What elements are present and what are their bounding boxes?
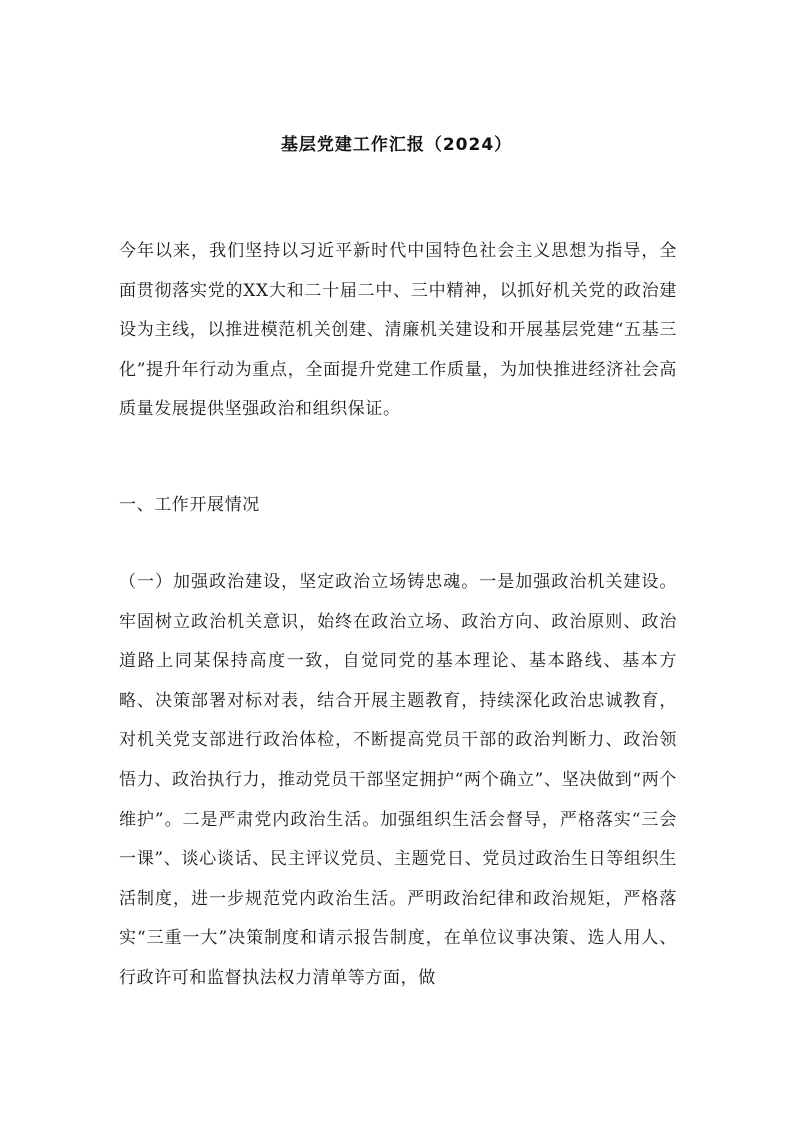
body-paragraph: （一）加强政治建设，坚定政治立场铸忠魂。一是加强政治机关建设。牢固树立政治机关意识，始终在政治立场、政治方向、政治原则、政治道路上同某保持高度一致，自觉同党的基本理论、基本路线、基本方略、决策部署对标对表，结合开展主题教育，持续深化政治忠诚教育，对机关党支部进行政治体检，不断提高党员干部的政治判断力、政治领悟力、政治执行力，推动党员干部坚定拥护“两个确立”、坚决做到“两个维护”。二是严肃党内政治生活。加强组织生活会督导，严格落实“三会一课”、谈心谈话、民主评议党员、主题党日、党员过政治生日等组织生活制度，进一步规范党内政治生活。严明政治纪律和政治规矩，严格落实“三重一大”决策制度和请示报告制度，在单位议事决策、选人用人、行政许可和监督执法权力清单等方面，做 xyxy=(119,572,677,988)
section-heading: 一、工作开展情况 xyxy=(119,495,260,515)
document-title: 基层党建工作汇报（2024） xyxy=(280,135,513,155)
intro-paragraph: 今年以来，我们坚持以习近平新时代中国特色社会主义思想为指导，全面贯彻落实党的XX大和二十届二中、三中精神，以抓好机关党的政治建设为主线，以推进模范机关创建、清廉机关建设和开展基层党建“五基三化”提升年行动为重点，全面提升党建工作质量，为加快推进经济社会高质量发展提供坚强政治和组织保证。 xyxy=(119,241,677,420)
